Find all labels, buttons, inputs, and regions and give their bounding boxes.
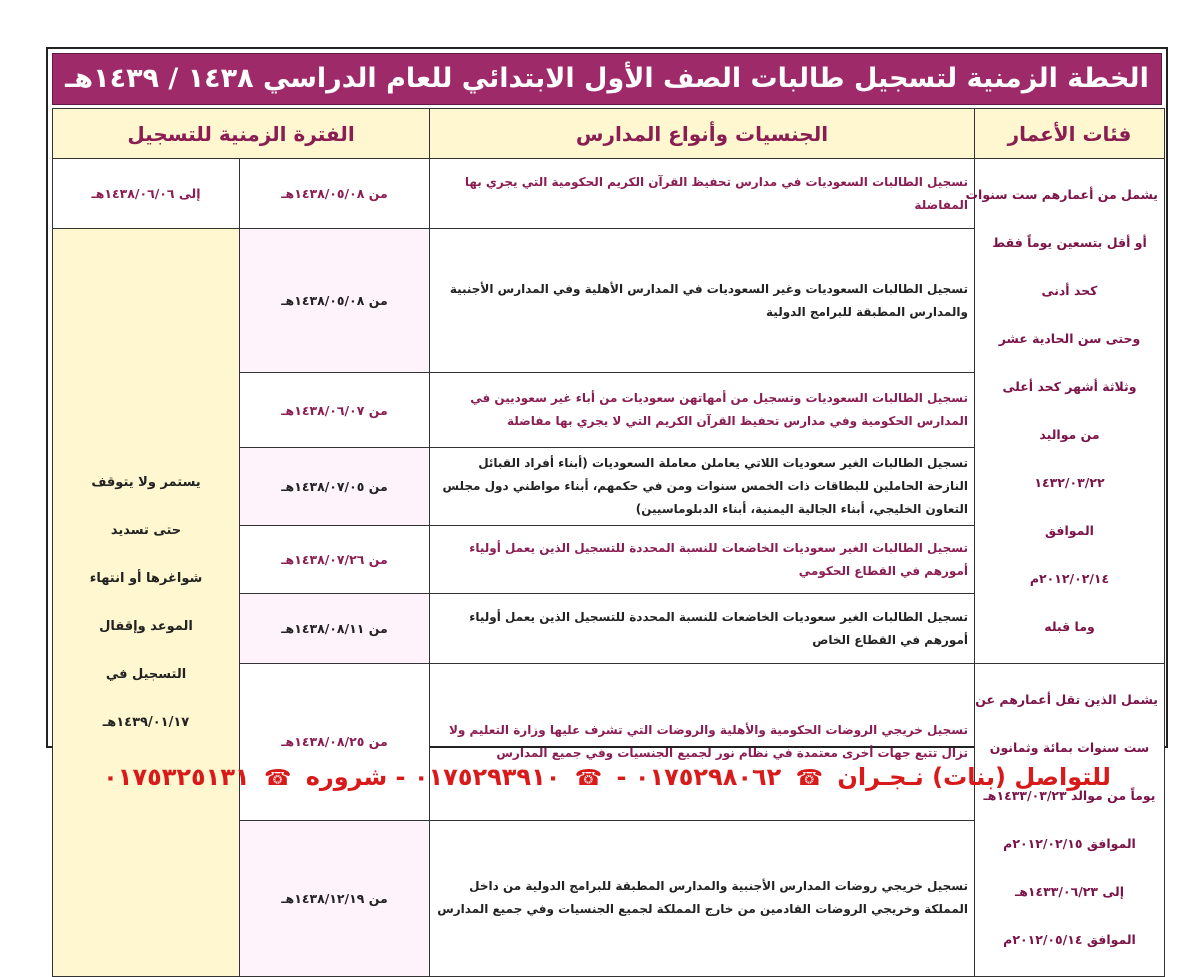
row-to-date: إلى ١٤٣٨/٠٦/٠٦هـ xyxy=(53,159,240,229)
row-description: تسجيل الطالبات السعوديات في مدارس تحفيظ القرآن الكريم الحكومية التي يجري بها المفاضلة xyxy=(430,159,975,229)
continuation-line: ١٤٣٩/٠١/١٧هـ xyxy=(102,714,190,730)
age-group-2 xyxy=(975,664,1165,977)
separator: - xyxy=(616,763,627,791)
age-line: من مواليد xyxy=(1039,427,1100,442)
header-nationalities: الجنسيات وأنواع المدارس xyxy=(430,109,975,159)
continuation-line: التسجيل في xyxy=(105,666,187,682)
age-line: كحد أدنى xyxy=(1041,283,1098,298)
row-description: تسجيل خريجي الروضات الحكومية والأهلية والروضات التي تشرف عليها وزارة التعليم ولا تزال تتبع جهات أخرى معتمدة في نظام نور لجميع الجنسيات وفي جميع المدارس xyxy=(430,664,975,821)
age-line: إلى ١٤٣٣/٠٦/٢٣هـ xyxy=(1014,884,1125,899)
phone-number-3[interactable]: ٠١٧٥٣٢٥١٣١ xyxy=(103,763,250,791)
continuation-line: الموعد وإقفال xyxy=(99,618,193,634)
age-line: ٢٠١٢/٠٢/١٤م xyxy=(1029,571,1110,586)
registration-continuation xyxy=(53,229,240,977)
continuation-line: يستمر ولا يتوقف xyxy=(91,474,201,490)
age-line: وثلاثة أشهر كحد أعلى xyxy=(1002,379,1137,394)
row-description: تسجيل الطالبات الغير سعوديات الخاضعات للنسبة المحددة للتسجيل الذين يعمل أولياء أمورهم في القطاع الحكومي xyxy=(430,526,975,594)
age-group-1 xyxy=(965,159,1165,664)
age-line: ست سنوات بمائة وثمانون xyxy=(989,740,1150,755)
age-line: الموافق ٢٠١٢/٠٥/١٤م xyxy=(1003,932,1136,947)
contact-footer xyxy=(46,757,1168,799)
age-line: يشمل الذين تقل أعمارهم عن xyxy=(975,692,1158,707)
row-description: تسجيل الطالبات الغير سعوديات الخاضعات للنسبة المحددة للتسجيل الذين يعمل أولياء أمورهم في القطاع الخاص xyxy=(430,594,975,664)
row-from-date: من ١٤٣٨/٠٥/٠٨هـ xyxy=(240,229,430,373)
header-age-groups: فئات الأعمار xyxy=(975,109,1165,159)
row-description: تسجيل خريجي روضات المدارس الأجنبية والمدارس المطبقة للبرامج الدولية من داخل المملكة وخريجي الروضات القادمين من خارج المملكة لجميع الجنسيات وفي جميع المدارس xyxy=(430,820,975,977)
telephone-icon: ☎ xyxy=(795,766,824,791)
age-line: يشمل من أعمارهم ست سنوات xyxy=(965,187,1158,202)
age-line: ١٤٣٢/٠٣/٢٢ xyxy=(1034,475,1105,490)
schedule-table xyxy=(52,108,1165,977)
row-from-date: من ١٤٣٨/٠٥/٠٨هـ xyxy=(240,159,430,229)
row-from-date: من ١٤٣٨/٠٦/٠٧هـ xyxy=(240,373,430,448)
contact-place-sharurah: شروره xyxy=(305,763,388,791)
phone-number-2[interactable]: ٠١٧٥٢٩٣٩١٠ xyxy=(413,763,561,791)
row-from-date: من ١٤٣٨/٠٨/١١هـ xyxy=(240,594,430,664)
age-line: الموافق xyxy=(1045,523,1094,538)
age-line: وما قبله xyxy=(1044,619,1095,634)
telephone-icon: ☎ xyxy=(574,766,603,791)
age-line: وحتى سن الحادية عشر xyxy=(998,331,1141,346)
separator: - xyxy=(395,763,406,791)
row-description: تسجيل الطالبات الغير سعوديات اللاتي يعاملن معاملة السعوديات (أبناء أفراد القبائل النازحة الحاملين للبطاقات ذات الخمس سنوات ومن في حكمهم، أبناء مواطني دول مجلس التعاون الخليجي، أبناء الجالية اليمنية، أبناء الدبلوماسيين) xyxy=(430,448,975,526)
header-period: الفترة الزمنية للتسجيل xyxy=(53,109,430,159)
row-from-date: من ١٤٣٨/٠٧/٠٥هـ xyxy=(240,448,430,526)
phone-number-1[interactable]: ٠١٧٥٢٩٨٠٦٢ xyxy=(634,763,782,791)
row-description: تسجيل الطالبات السعوديات وغير السعوديات في المدارس الأهلية وفي المدارس الأجنبية والمدارس المطبقة للبرامج الدولية xyxy=(430,229,975,373)
page-title: الخطة الزمنية لتسجيل طالبات الصف الأول الابتدائي للعام الدراسي ١٤٣٨ / ١٤٣٩هـ xyxy=(52,53,1162,105)
telephone-icon: ☎ xyxy=(263,766,292,791)
row-from-date: من ١٤٣٨/٠٨/٢٥هـ xyxy=(240,664,430,821)
row-from-date: من ١٤٣٨/٠٧/٢٦هـ xyxy=(240,526,430,594)
continuation-line: حتى تسديد xyxy=(110,522,182,538)
continuation-line: شواغرها أو انتهاء xyxy=(89,570,203,586)
row-description: تسجيل الطالبات السعوديات وتسجيل من أمهاتهن سعوديات من أباء غير سعوديين في المدارس الحكومية وفي مدارس تحفيظ القرآن الكريم التي لا يجري بها مفاضلة xyxy=(430,373,975,448)
row-from-date: من ١٤٣٨/١٢/١٩هـ xyxy=(240,820,430,977)
age-line: يوماً من موالد ١٤٣٣/٠٣/٢٣هـ xyxy=(983,788,1156,803)
contact-prefix: للتواصل (بنات) نـجـران xyxy=(837,763,1111,791)
age-line: أو أقل بتسعين يوماً فقط xyxy=(992,235,1147,250)
age-line: الموافق ٢٠١٢/٠٢/١٥م xyxy=(1003,836,1136,851)
